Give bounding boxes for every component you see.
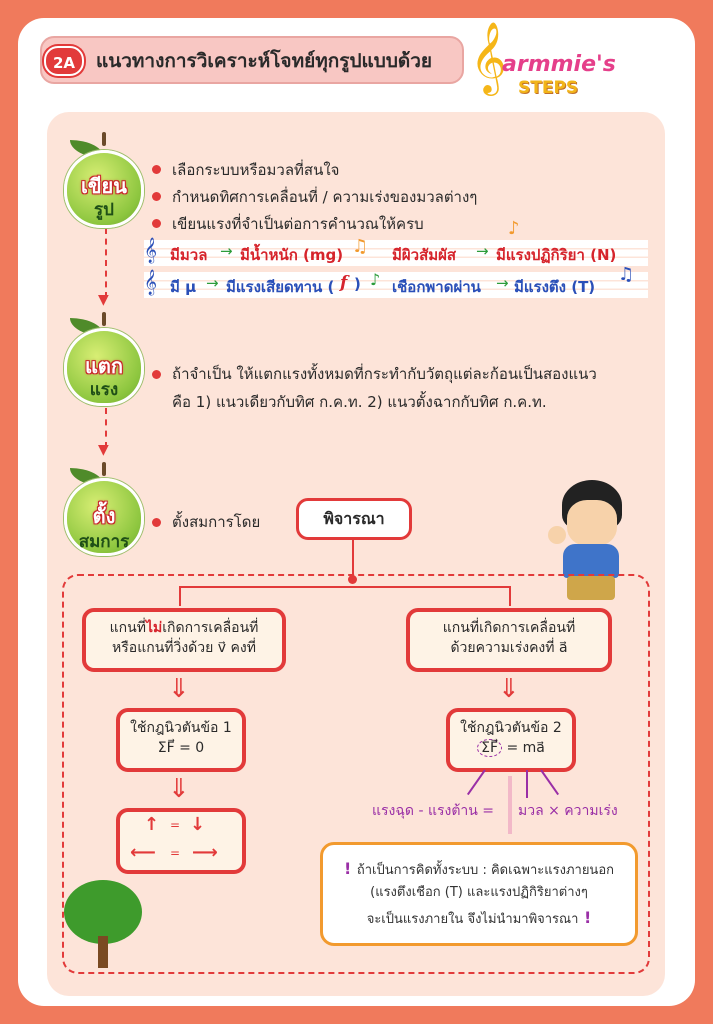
double-arrow-down-icon: ⇓ [498, 674, 520, 704]
bullet-icon [152, 165, 161, 174]
step3-text: ตั้งสมการโดย [172, 513, 261, 531]
arrow-right-icon: ⟶ [192, 842, 218, 863]
no-motion-text-emphasis: ไม่ [145, 620, 163, 636]
rule2-result-b-close: ) [354, 275, 361, 293]
apple-stem [102, 312, 106, 326]
motion-axis-box [406, 608, 612, 672]
balanced-forces-box [116, 808, 246, 874]
step1-title: เขียน [81, 174, 127, 198]
arrow-down-icon: ▼ [98, 442, 109, 458]
rule2-result-d: มีแรงตึง (T) [514, 278, 596, 296]
arrow-right-icon: → [206, 274, 219, 292]
exclamation-icon: ! [344, 859, 357, 878]
note-line3: จะเป็นแรงภายใน จึงไม่นำมาพิจารณา [366, 912, 579, 928]
rule2-condition-a: มี μ [170, 278, 197, 296]
logo-text-bottom: STEPS [518, 78, 579, 98]
bullet-icon [152, 192, 161, 201]
bullet-icon [152, 219, 161, 228]
mass-times-acceleration-label: มวล × ความเร่ง [518, 803, 618, 819]
bullet-icon [152, 370, 161, 379]
apple-stem [102, 462, 106, 476]
character-shirt [563, 544, 619, 578]
pointer-line [508, 776, 512, 834]
music-note-icon: ♪ [370, 270, 381, 289]
branch-line [180, 586, 510, 588]
step2-subtitle: แรง [89, 380, 119, 400]
rule2-result-b: มีแรงเสียดทาน ( [226, 278, 335, 296]
note-line1: ถ้าเป็นการคิดทั้งระบบ : คิดเฉพาะแรงภายนอก [356, 863, 614, 878]
logo-text-top: armmie's [502, 52, 616, 77]
treble-clef-icon: 𝄞 [144, 270, 158, 295]
arrow-right-icon: → [496, 274, 509, 292]
newton2-label: ใช้กฎนิวตันข้อ 2 [460, 720, 562, 736]
newton1-equation: ΣF⃗ = 0 [157, 740, 205, 757]
note-line2: (แรงตึงเชือก (T) และแรงปฏิกิริยาต่างๆ [370, 885, 588, 901]
no-motion-axis-box [82, 608, 286, 672]
music-note-icon: ♫ [352, 236, 369, 257]
newton-first-law-box [116, 708, 246, 772]
rule1-condition-c: มีผิวสัมผัส [392, 246, 457, 264]
rule1-result-b: มีน้ำหนัก (mg) [240, 246, 344, 264]
equal-sign: = [170, 846, 181, 860]
arrow-down-icon: ↓ [190, 814, 206, 835]
section-badge: 2A [44, 46, 84, 76]
newton-second-law-box [446, 708, 576, 772]
tree-trunk [98, 936, 108, 968]
treble-clef-logo-icon: 𝄞 [470, 20, 507, 93]
rule2-friction-symbol: f [340, 273, 348, 293]
no-motion-text-line2: หรือแกนที่วิ่งด้วย v⃗ คงที่ [112, 640, 256, 657]
step1-item: เขียนแรงที่จำเป็นต่อการคำนวณให้ครบ [172, 215, 424, 233]
arrow-right-icon: → [476, 242, 489, 260]
consider-box: พิจารณา [296, 498, 412, 540]
rule1-condition-a: มีมวล [170, 246, 208, 264]
branch-line [509, 586, 511, 606]
step3-title: ตั้ง [92, 504, 116, 528]
double-arrow-down-icon: ⇓ [168, 674, 190, 704]
no-motion-text-a: แกนที่ [109, 620, 146, 636]
pointer-line [526, 770, 528, 798]
step-connector [105, 228, 107, 298]
step1-subtitle: รูป [94, 200, 114, 220]
drive-minus-resist-label: แรงฉุด - แรงต้าน = [372, 803, 495, 819]
newton2-net-force: ΣF⃗ [477, 739, 502, 757]
system-note-box [320, 842, 638, 946]
character-face [567, 500, 617, 546]
page-title: แนวทางการวิเคราะห์โจทย์ทุกรูปแบบด้วย [96, 50, 433, 72]
no-motion-text-b: เกิดการเคลื่อนที่ [162, 620, 259, 636]
branch-line [179, 586, 181, 606]
treble-clef-icon: 𝄞 [144, 238, 158, 263]
equal-sign: = [170, 818, 181, 832]
motion-text-line1: แกนที่เกิดการเคลื่อนที่ [442, 620, 576, 636]
music-note-icon: ♪ [508, 218, 520, 239]
motion-text-line2: ด้วยความเร่งคงที่ a⃗ [450, 640, 568, 657]
bullet-icon [152, 518, 161, 527]
step2-title: แตก [85, 354, 123, 378]
newton1-label: ใช้กฎนิวตันข้อ 1 [130, 720, 232, 736]
music-note-icon: ♫ [618, 264, 635, 285]
thumbs-up-hand-icon [548, 526, 566, 544]
arrow-down-icon: ▼ [98, 292, 109, 308]
step3-subtitle: สมการ [78, 532, 130, 552]
rule1-result-d: มีแรงปฏิกิริยา (N) [496, 246, 617, 264]
rule2-condition-c: เชือกพาดผ่าน [392, 278, 481, 296]
step2-line2: คือ 1) แนวเดียวกับทิศ ก.ค.ท. 2) แนวตั้งฉากกับทิศ ก.ค.ท. [172, 393, 547, 411]
step2-line1: ถ้าจำเป็น ให้แตกแรงทั้งหมดที่กระทำกับวัตถุแต่ละก้อนเป็นสองแนว [172, 365, 597, 383]
newton2-ma: = ma⃗ [502, 740, 545, 757]
connector-line [352, 540, 354, 578]
arrow-up-icon: ↑ [144, 814, 160, 835]
step1-item: เลือกระบบหรือมวลที่สนใจ [172, 161, 340, 179]
apple-stem [102, 132, 106, 146]
exclamation-icon: ! [578, 908, 592, 928]
arrow-left-icon: ⟵ [130, 842, 156, 863]
step1-item: กำหนดทิศการเคลื่อนที่ / ความเร่งของมวลต่างๆ [172, 188, 478, 206]
tree-icon [64, 880, 142, 944]
arrow-right-icon: → [220, 242, 233, 260]
double-arrow-down-icon: ⇓ [168, 774, 190, 804]
